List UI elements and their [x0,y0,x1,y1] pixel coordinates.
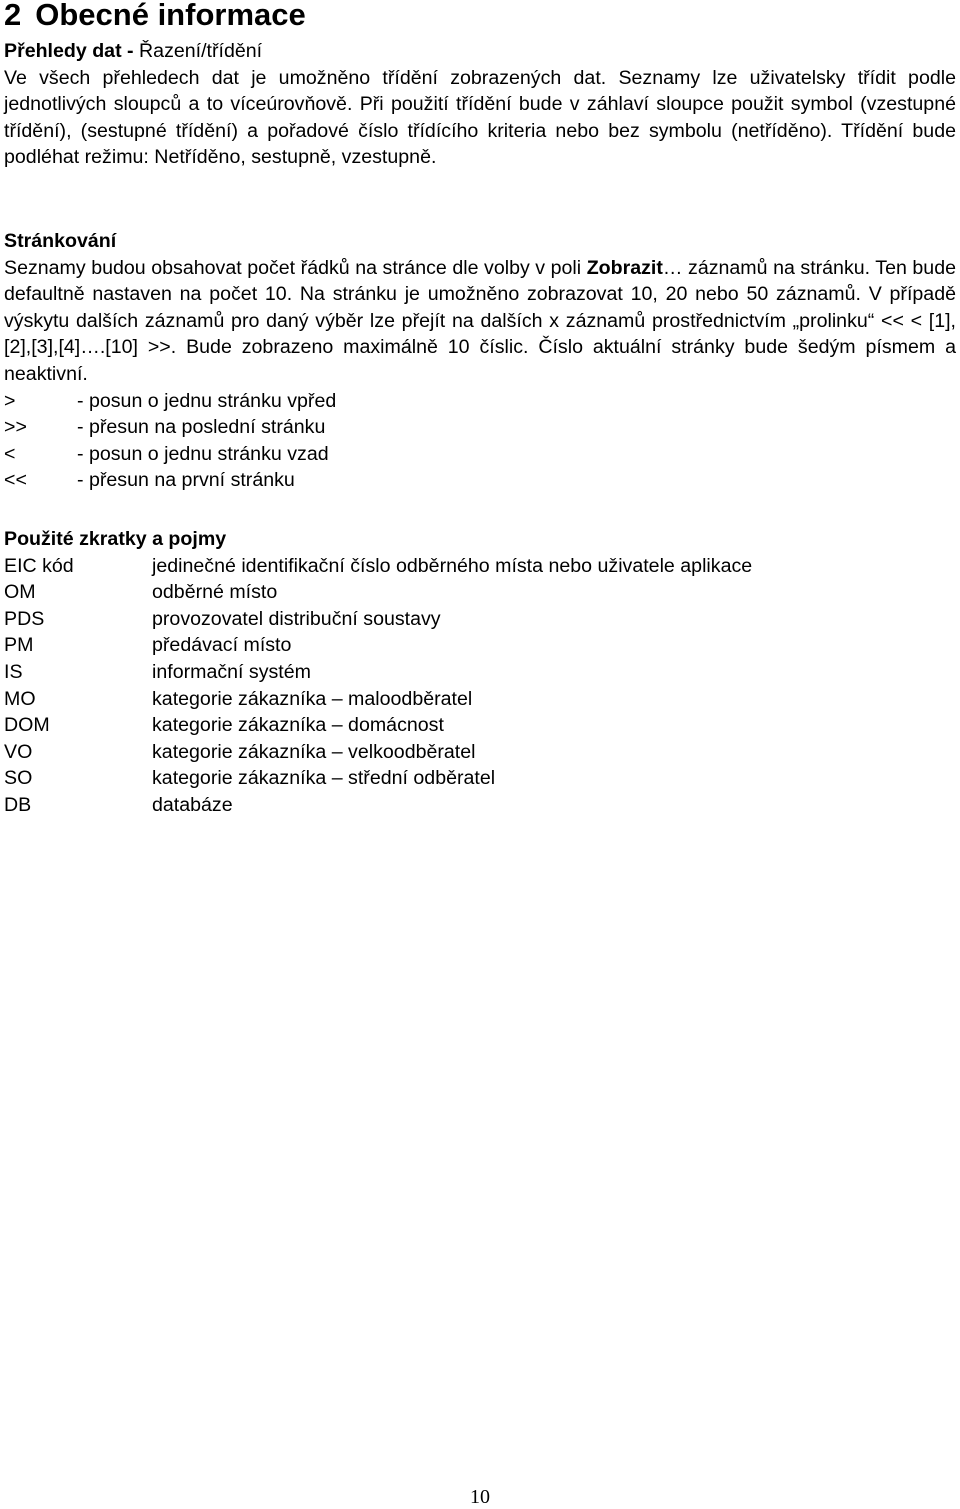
nav-symbol: >> [4,416,27,439]
nav-symbol: < [4,442,16,465]
abbreviation-row [4,792,956,819]
sorting-text: Ve všech přehledech dat je umožněno třídění zobrazených dat. Seznamy lze uživatelsky třídit podle jednotlivých sloupců a to víceúrovňově. Při použití třídění bude v záhlaví sloupce použit symbol (vzestupné třídění), (sestupné třídění) a pořadové číslo třídícího kriteria nebo bez symbolu (netříděno). Třídění bude podléhat režimu: Netříděno, sestupně, vzestupně. [4,66,956,169]
abbreviation-key: VO [4,740,33,763]
sorting-title-bold: Přehledy dat - [4,40,134,62]
abbreviation-key: PM [4,634,34,657]
nav-item [4,414,956,441]
nav-item [4,441,956,468]
nav-desc: - přesun na první stránku [77,469,295,492]
abbreviation-key: EIC kód [4,554,74,577]
abbreviation-row [4,606,956,633]
nav-desc: - posun o jednu stránku vzad [77,442,329,465]
section-heading [4,0,956,30]
abbreviations-list [4,553,956,819]
abbreviation-row [4,579,956,606]
paging-title: Stránkování [4,230,117,252]
sorting-section [4,38,956,171]
page-number: 10 [470,1486,490,1508]
abbreviation-row [4,659,956,686]
paging-nav-list [4,388,956,494]
abbreviation-key: MO [4,687,36,710]
nav-item [4,467,956,494]
abbreviation-value: kategorie zákazníka – maloodběratel [152,687,473,710]
abbreviation-value: předávací místo [152,634,292,657]
sorting-title-rest: Řazení/třídění [133,40,263,62]
abbreviation-value: databáze [152,793,233,816]
abbreviation-row [4,686,956,713]
nav-desc: - přesun na poslední stránku [77,416,326,439]
abbreviations-title: Použité zkratky a pojmy [4,528,227,550]
nav-symbol: << [4,469,27,492]
abbreviation-key: OM [4,581,36,604]
paging-section [4,228,956,494]
abbreviation-value: kategorie zákazníka – střední odběratel [152,767,496,790]
paging-text-bold: Zobrazit [586,256,663,279]
abbreviation-key: DB [4,793,32,816]
abbreviation-key: SO [4,767,33,790]
abbreviation-row [4,765,956,792]
paging-text-after: … záznamů na stránku. Ten bude defaultně nastaven na počet 10. Na stránku je umožněno zobrazovat 10, 20 nebo 50 záznamů. V případě výskytu dalších záznamů pro daný výběr lze přejít na dalších x záznamů prostřednictvím „prolinku“ << < [1],[2],[3],[4]….[10] >>. Bude zobrazeno maximálně 10 číslic. Číslo aktuální stránky bude šedým písmem a neaktivní. [4,256,956,385]
nav-symbol: > [4,389,16,412]
abbreviation-key: DOM [4,714,50,737]
abbreviation-value: kategorie zákazníka – domácnost [152,714,444,737]
abbreviation-value: informační systém [152,660,311,683]
abbreviation-row [4,712,956,739]
abbreviations-section [4,526,956,819]
nav-desc: - posun o jednu stránku vpřed [77,389,337,412]
abbreviation-value: provozovatel distribuční soustavy [152,607,441,630]
abbreviation-row [4,739,956,766]
section-number: 2 [4,0,22,32]
paging-text [4,255,956,388]
abbreviation-row [4,553,956,580]
abbreviation-key: IS [4,660,23,683]
nav-item [4,388,956,415]
section-title: Obecné informace [35,0,306,32]
abbreviation-row [4,632,956,659]
sorting-title [4,38,956,65]
abbreviation-key: PDS [4,607,45,630]
abbreviation-value: jedinečné identifikační číslo odběrného místa nebo uživatele aplikace [152,554,753,577]
paging-text-before: Seznamy budou obsahovat počet řádků na stránce dle volby v poli [4,256,587,279]
abbreviation-value: odběrné místo [152,581,278,604]
abbreviation-value: kategorie zákazníka – velkoodběratel [152,740,476,763]
